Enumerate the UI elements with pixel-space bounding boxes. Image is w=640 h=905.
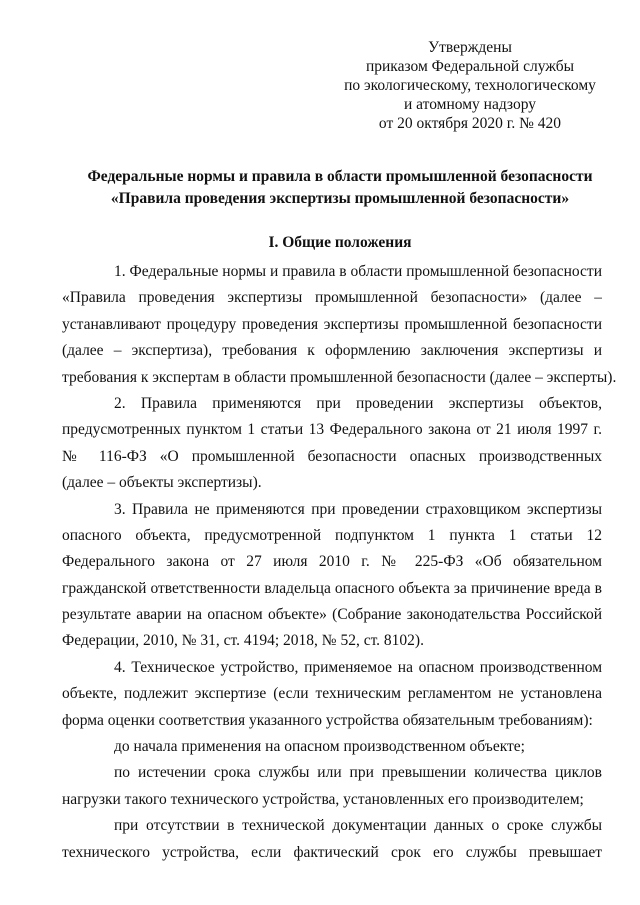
document-body: [62, 259, 617, 866]
text-line: гражданской ответственности владельца опасного объекта за причинение вреда в: [62, 579, 602, 597]
text-line: 2. Правила применяются при проведении экспертизы объектов,: [114, 394, 602, 412]
text-line: форма оценки соответствия указанного устройства обязательным требованиям):: [62, 711, 593, 729]
section-heading: I. Общие положения: [268, 234, 412, 251]
document-title: [40, 166, 640, 210]
text-line: результате аварии на опасном объекте» (Собрание законодательства Российской: [62, 606, 602, 624]
text-line: опасного объекта, предусмотренной подпунктом 1 пункта 1 статьи 12: [62, 526, 602, 544]
text-line: Федерации, 2010, № 31, ст. 4194; 2018, № 52, ст. 8102).: [62, 632, 424, 650]
text-line: объекте, подлежит экспертизе (если техническим регламентом не установлена: [62, 685, 602, 703]
text-line: нагрузки такого технического устройства, установленных его производителем;: [62, 790, 584, 808]
approval-line: и атомному надзору: [404, 96, 536, 113]
text-line: 4. Техническое устройство, применяемое на опасном производственном: [114, 658, 602, 676]
title-line: Федеральные нормы и правила в области промышленной безопасности: [87, 168, 593, 185]
title-line: «Правила проведения экспертизы промышленной безопасности»: [110, 190, 570, 207]
approval-line: Утверждены: [428, 39, 512, 56]
approval-line: приказом Федеральной службы: [365, 58, 575, 75]
text-line: технического устройства, если фактический срок его службы превышает: [62, 843, 602, 861]
text-line: «Правила проведения экспертизы промышленной безопасности» (далее –: [62, 289, 602, 307]
text-line: требования к экспертам в области промышленной безопасности (далее – эксперты).: [62, 368, 617, 386]
text-line: 3. Правила не применяются при проведении страховщиком экспертизы: [114, 500, 602, 518]
text-line: устанавливают процедуру проведения экспертизы промышленной безопасности: [62, 315, 602, 333]
text-line: при отсутствии в технической документации данных о сроке службы: [114, 817, 602, 835]
approval-line: от 20 октября 2020 г. № 420: [378, 115, 562, 132]
text-line: предусмотренных пунктом 1 статьи 13 Федерального закона от 21 июля 1997 г.: [62, 421, 602, 439]
text-line: № 116-ФЗ «О промышленной безопасности опасных производственных: [62, 447, 602, 465]
approval-line: по экологическому, технологическому: [344, 77, 596, 94]
text-line: (далее – объекты экспертизы).: [62, 474, 262, 492]
text-line: Федерального закона от 27 июля 2010 г. № 225-ФЗ «Об обязательном: [62, 553, 602, 571]
approval-block: [330, 38, 610, 133]
text-line: (далее – экспертиза), требования к оформлению заключения экспертизы и: [62, 342, 602, 360]
text-line: до начала применения на опасном производственном объекте;: [114, 738, 525, 756]
text-line: 1. Федеральные нормы и правила в области промышленной безопасности: [114, 263, 602, 280]
text-line: по истечении срока службы или при превышении количества циклов: [114, 764, 602, 782]
